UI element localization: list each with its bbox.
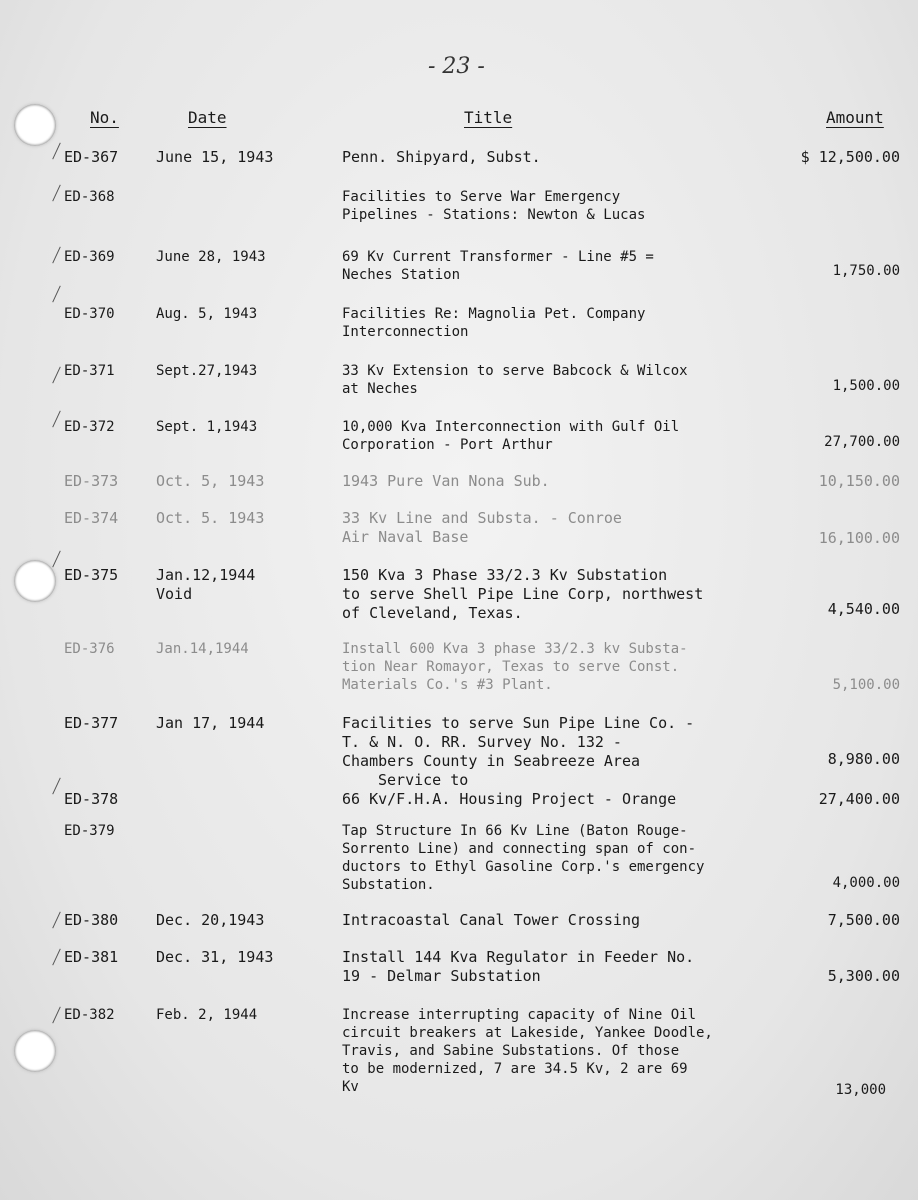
entry-amount: 4,540.00: [827, 600, 900, 618]
punch-hole-top: [14, 104, 56, 146]
entry-amount: 10,150.00: [818, 472, 900, 490]
header-title: Title: [464, 108, 513, 127]
entry-date: Jan.12,1944 Void: [156, 566, 256, 603]
entry-date: Dec. 31, 1943: [156, 948, 274, 966]
entry-number: ED-376: [64, 641, 115, 657]
entry-number: ED-378: [64, 790, 119, 808]
entry-number: ED-377: [64, 714, 119, 732]
entry-title: 150 Kva 3 Phase 33/2.3 Kv Substation to serve Shell Pipe Line Corp, northwest of Cleveland, Texas.: [342, 566, 704, 622]
check-mark: [52, 367, 61, 384]
entry-date: Feb. 2, 1944: [156, 1007, 258, 1023]
entry-title: Facilities Re: Magnolia Pet. Company Interconnection: [342, 306, 646, 340]
entry-amount: 5,100.00: [832, 677, 900, 693]
entry-amount: 1,750.00: [832, 263, 900, 279]
entry-title: 69 Kv Current Transformer - Line #5 = Neches Station: [342, 249, 654, 283]
entry-title: Facilities to Serve War Emergency Pipelines - Stations: Newton & Lucas: [342, 189, 646, 223]
entry-number: ED-367: [64, 148, 119, 166]
entry-number: ED-380: [64, 911, 119, 929]
check-mark: [52, 247, 61, 264]
entry-number: ED-379: [64, 823, 115, 839]
check-mark: [52, 1007, 61, 1024]
check-mark: [52, 949, 61, 966]
entry-date: Aug. 5, 1943: [156, 306, 258, 322]
entry-title: Install 600 Kva 3 phase 33/2.3 kv Substa- tion Near Romayor, Texas to serve Const. Materials Co.'s #3 Plant.: [342, 641, 688, 693]
entry-number: ED-382: [64, 1007, 115, 1023]
entry-title: Service to 66 Kv/F.H.A. Housing Project - Orange: [342, 771, 677, 808]
header-date: Date: [188, 108, 227, 127]
entry-number: ED-375: [64, 566, 119, 584]
entry-amount: 4,000.00: [832, 875, 900, 891]
entry-date: Dec. 20,1943: [156, 911, 265, 929]
header-no: No.: [90, 108, 119, 127]
entry-date: Oct. 5. 1943: [156, 509, 265, 527]
entry-date: June 15, 1943: [156, 148, 274, 166]
check-mark: [52, 551, 61, 568]
entry-amount: 27,700.00: [824, 434, 900, 450]
entry-date: Sept.27,1943: [156, 363, 258, 379]
check-mark: [52, 411, 61, 428]
entry-title: 10,000 Kva Interconnection with Gulf Oil Corporation - Port Arthur: [342, 419, 680, 453]
page-number: - 23 -: [428, 54, 485, 79]
entry-number: ED-370: [64, 306, 115, 322]
entry-date: Sept. 1,1943: [156, 419, 258, 435]
entry-date: Oct. 5, 1943: [156, 472, 265, 490]
entry-amount: 16,100.00: [818, 529, 900, 547]
punch-hole-middle: [14, 560, 56, 602]
entry-date: Jan.14,1944: [156, 641, 249, 657]
punch-hole-bottom: [14, 1030, 56, 1072]
entry-amount: 8,980.00: [827, 750, 900, 768]
check-mark: [52, 286, 61, 303]
entry-title: Penn. Shipyard, Subst.: [342, 148, 541, 166]
entry-title: 33 Kv Line and Substa. - Conroe Air Naval Base: [342, 509, 622, 546]
entry-title: Facilities to serve Sun Pipe Line Co. - T. & N. O. RR. Survey No. 132 - Chambers County in Seabreeze Area: [342, 714, 695, 770]
entry-title: 1943 Pure Van Nona Sub.: [342, 472, 550, 490]
entry-amount: 13,000: [835, 1082, 886, 1098]
entry-number: ED-372: [64, 419, 115, 435]
entry-number: ED-373: [64, 472, 119, 490]
header-amount: Amount: [826, 108, 884, 127]
entry-number: ED-371: [64, 363, 115, 379]
entry-number: ED-374: [64, 509, 119, 527]
entry-number: ED-369: [64, 249, 115, 265]
entry-title: 33 Kv Extension to serve Babcock & Wilcox at Neches: [342, 363, 688, 397]
check-mark: [52, 185, 61, 202]
entry-title: Increase interrupting capacity of Nine Oil circuit breakers at Lakeside, Yankee Doodle, Travis, and Sabine Substations. Of those to be modernized, 7 are 34.5 Kv, 2 are 69 Kv: [342, 1007, 713, 1095]
check-mark: [52, 778, 61, 795]
entry-number: ED-381: [64, 948, 119, 966]
entry-amount: 5,300.00: [827, 967, 900, 985]
check-mark: [52, 912, 61, 929]
entry-title: Intracoastal Canal Tower Crossing: [342, 911, 641, 929]
entry-date: Jan 17, 1944: [156, 714, 265, 732]
entry-amount: 27,400.00: [818, 790, 900, 808]
entry-date: June 28, 1943: [156, 249, 266, 265]
entry-amount: 1,500.00: [832, 378, 900, 394]
entry-number: ED-368: [64, 189, 115, 205]
entry-title: Install 144 Kva Regulator in Feeder No. 19 - Delmar Substation: [342, 948, 695, 985]
entry-amount: 7,500.00: [827, 911, 900, 929]
check-mark: [52, 143, 61, 160]
entry-title: Tap Structure In 66 Kv Line (Baton Rouge- Sorrento Line) and connecting span of con- ductors to Ethyl Gasoline Corp.'s emergency Substation.: [342, 823, 705, 893]
entry-amount: $ 12,500.00: [800, 148, 900, 166]
